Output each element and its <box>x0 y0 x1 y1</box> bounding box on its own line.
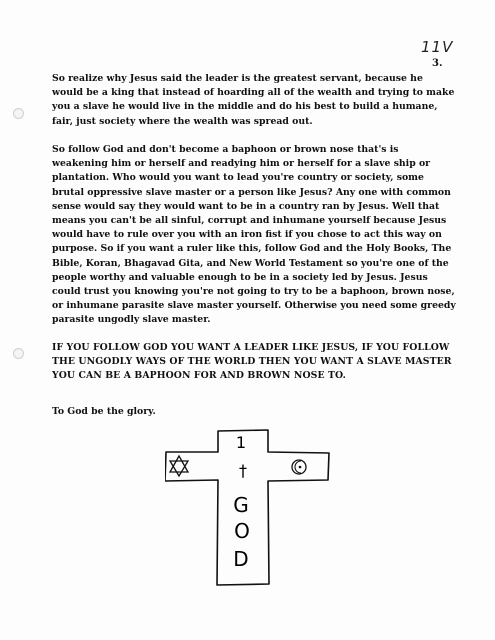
crescent-and-star-icon <box>292 460 306 474</box>
handwritten-page-number: 11V <box>421 38 454 56</box>
paragraph-3-caps: IF YOU FOLLOW GOD YOU WANT A LEADER LIKE JESUS, IF YOU FOLLOW THE UNGODLY WAYS OF THE WORLD THEN YOU WANT A SLAVE MASTER YOU CAN BE A BAPHOON FOR AND BROWN NOSE TO. <box>52 342 452 382</box>
punch-hole <box>13 348 24 359</box>
paragraph-1: So realize why Jesus said the leader is the greatest servant, because he would be a king that instead of hoarding all of the wealth and trying to make you a slave he would live in the middle and do his best to build a humane, fair, just society where the wealth was spread out. <box>52 73 455 127</box>
cross-letter-o: O <box>234 519 250 543</box>
cross-letter-d: D <box>233 547 249 571</box>
punch-hole <box>13 108 24 119</box>
page-number: 3. <box>432 58 443 69</box>
closing-line: To God be the glory. <box>52 406 156 417</box>
star-of-david-icon <box>170 456 188 476</box>
hand-drawn-cross <box>165 428 330 586</box>
paragraph-2: So follow God and don't become a baphoon or brown nose that's is weakening him or herself and readying him or herself for a slave ship or plantation. Who would you want to lead you're country or society, some brutal oppressive slave master or a person like Jesus? Any one with common sense would say they would want to be in a country ran by Jesus. Well that means you can't be all sinful, corrupt and inhumane yourself because Jesus would have to rule over you with an iron fist if you chose to act this way on purpose. So if you want a ruler like this, follow God and the Holy Books, The Bible, Koran, Bhagavad Gita, and New World Testament so you're one of the people worthy and valuable enough to be in a society led by Jesus. Jesus could trust you knowing you're not going to try to be a baphoon, brown nose, or inhumane parasite slave master yourself. Otherwise you need some greedy parasite ungodly slave master. <box>52 144 456 326</box>
cross-letter-g: G <box>233 493 249 517</box>
cross-top-text: 1 <box>235 433 247 452</box>
cross-glyph: † <box>239 461 247 480</box>
